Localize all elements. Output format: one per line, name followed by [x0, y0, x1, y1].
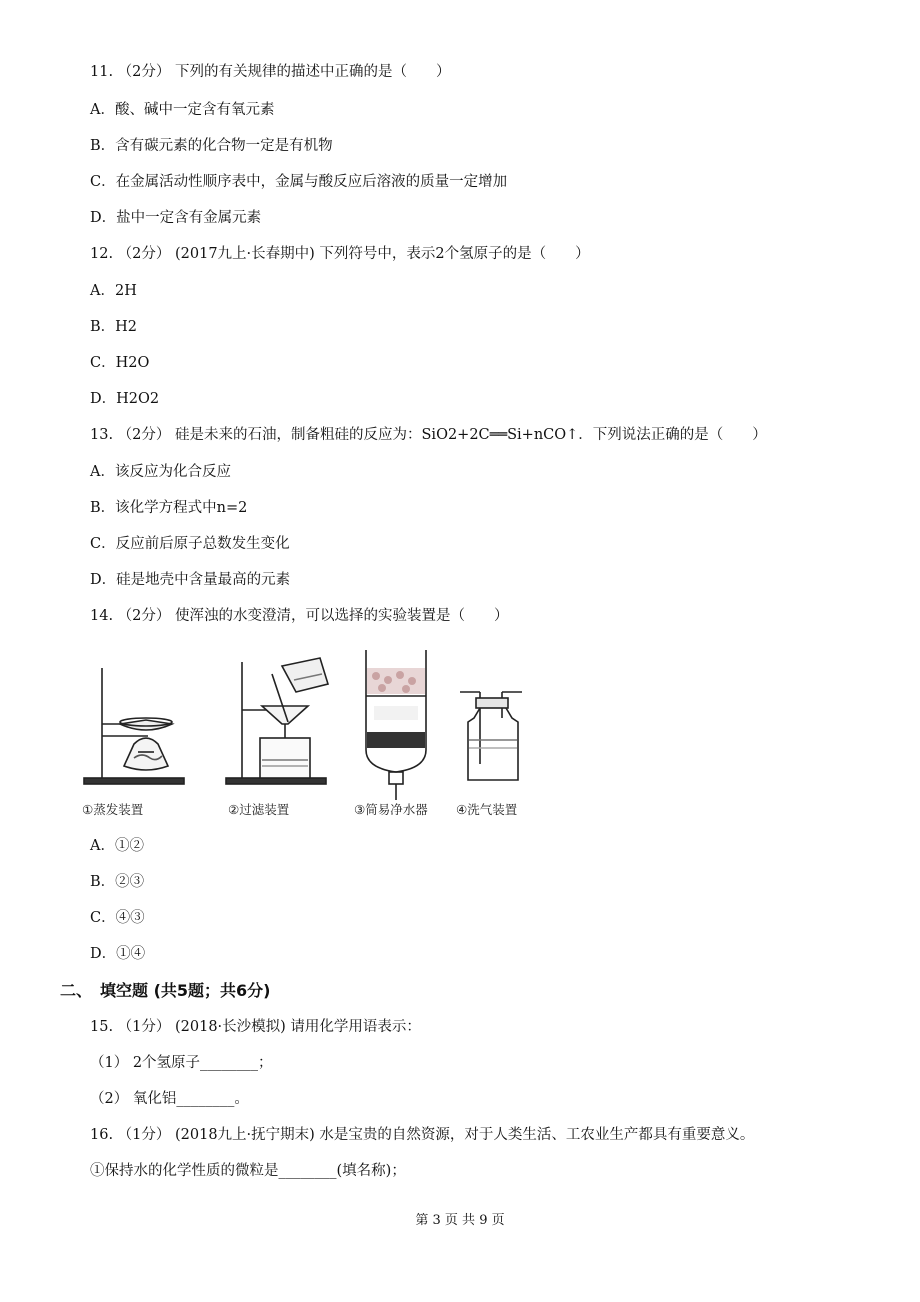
question-15-stem: 15. （1分） (2018·长沙模拟) 请用化学用语表示： — [90, 1019, 421, 1035]
figure-caption-3: ③简易净水器 — [354, 802, 428, 817]
question-14-option-b[interactable]: B．②③ — [90, 874, 145, 890]
question-13-option-d[interactable]: D．硅是地壳中含量最高的元素 — [90, 572, 291, 588]
question-14-option-a[interactable]: A．①② — [90, 838, 144, 854]
evaporation-apparatus-icon — [84, 668, 184, 784]
question-14-option-d[interactable]: D．①④ — [90, 946, 146, 962]
page-footer: 第 3 页 共 9 页 — [415, 1213, 505, 1228]
question-15-part-1[interactable]: （1） 2个氢原子________； — [90, 1055, 273, 1071]
filtration-apparatus-icon — [226, 658, 328, 784]
question-13-option-c[interactable]: C．反应前后原子总数发生变化 — [90, 536, 290, 552]
question-13-option-b[interactable]: B．该化学方程式中n=2 — [90, 500, 248, 516]
question-12-option-b[interactable]: B．H2 — [90, 319, 138, 335]
figure-caption-2: ②过滤装置 — [228, 802, 290, 817]
question-11-stem: 11. （2分） 下列的有关规律的描述中正确的是（ ） — [90, 64, 451, 80]
gas-washing-bottle-icon — [460, 692, 522, 780]
question-11-option-b[interactable]: B．含有碳元素的化合物一定是有机物 — [90, 138, 333, 154]
lab-apparatus-figure — [76, 640, 546, 820]
question-11-option-a[interactable]: A．酸、碱中一定含有氧元素 — [90, 102, 275, 118]
question-11-option-d[interactable]: D．盐中一定含有金属元素 — [90, 210, 262, 226]
question-13-option-a[interactable]: A．该反应为化合反应 — [90, 464, 231, 480]
question-16-part-1[interactable]: ①保持水的化学性质的微粒是________(填名称)； — [90, 1163, 406, 1179]
question-14-option-c[interactable]: C．④③ — [90, 910, 145, 926]
question-13-stem: 13. （2分） 硅是未来的石油，制备粗硅的反应为：SiO2+2C══Si+nCO↑．下列说法正确的是（ ） — [90, 427, 767, 443]
question-12-option-d[interactable]: D．H2O2 — [90, 391, 160, 407]
question-15-part-2[interactable]: （2） 氧化铝________。 — [90, 1091, 249, 1107]
water-purifier-icon — [366, 650, 426, 800]
question-12-option-a[interactable]: A．2H — [90, 283, 137, 299]
figure-caption-4: ④洗气装置 — [456, 802, 518, 817]
section-2-title: 二、 填空题 (共5题；共6分) — [60, 981, 271, 1000]
question-14-stem: 14. （2分） 使浑浊的水变澄清，可以选择的实验装置是（ ） — [90, 608, 509, 624]
question-11-option-c[interactable]: C．在金属活动性顺序表中，金属与酸反应后溶液的质量一定增加 — [90, 174, 508, 190]
question-12-option-c[interactable]: C．H2O — [90, 355, 150, 371]
figure-caption-1: ①蒸发装置 — [82, 802, 144, 817]
question-16-stem: 16. （1分） (2018九上·抚宁期末) 水是宝贵的自然资源，对于人类生活、工农业生产都具有重要意义。 — [90, 1127, 755, 1143]
question-12-stem: 12. （2分） (2017九上·长春期中) 下列符号中，表示2个氢原子的是（ ） — [90, 246, 590, 262]
